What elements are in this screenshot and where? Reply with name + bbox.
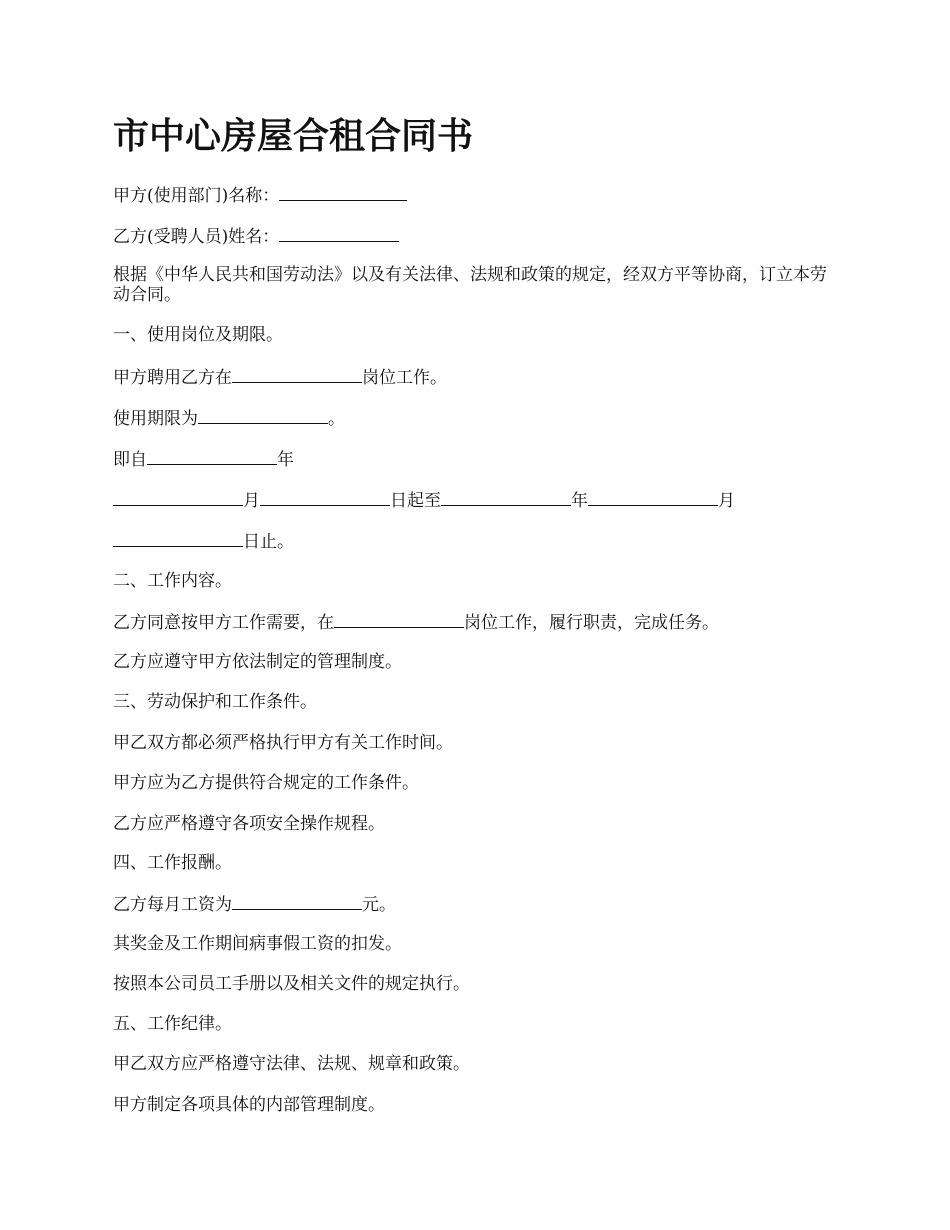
section-1-term-line [113, 407, 345, 429]
salary-blank [232, 893, 362, 910]
section-1-from-line [113, 448, 294, 470]
section-5-heading: 五、工作纪律。 [113, 1014, 232, 1034]
section-5-line-1: 甲乙双方应严格遵守法律、法规、规章和政策。 [113, 1054, 470, 1074]
month-text: 月 [243, 491, 260, 511]
party-a-name-blank [279, 184, 407, 201]
post-blank [232, 366, 362, 383]
section-1-end-line [113, 530, 294, 552]
from-year-text: 年 [277, 450, 294, 470]
section-4-line-2: 其奖金及工作期间病事假工资的扣发。 [113, 934, 402, 954]
document-title: 市中心房屋合租合同书 [113, 115, 474, 157]
salary-after-text: 元。 [362, 895, 396, 915]
section-1-post-line [113, 366, 447, 388]
preamble-paragraph: 根据《中华人民共和国劳动法》以及有关法律、法规和政策的规定，经双方平等协商，订立本劳动合同。 [113, 265, 827, 305]
from-day-blank [260, 489, 390, 506]
section-1-date-range-line [113, 489, 735, 511]
party-b-line [113, 225, 399, 247]
section-2-duty-line [113, 611, 719, 633]
month2-text: 月 [718, 491, 735, 511]
term-blank [198, 407, 328, 424]
party-b-label: 乙方(受聘人员)姓名： [113, 227, 280, 247]
section-3-line-1: 甲乙双方都必须严格执行甲方有关工作时间。 [113, 733, 453, 753]
term-before-text: 使用期限为 [113, 409, 198, 429]
term-after-text: 。 [328, 409, 345, 429]
section-2-heading: 二、工作内容。 [113, 571, 232, 591]
party-b-name-blank [279, 225, 399, 242]
salary-before-text: 乙方每月工资为 [113, 895, 232, 915]
duty-after-text: 岗位工作，履行职责，完成任务。 [464, 613, 719, 633]
section-4-line-3: 按照本公司员工手册以及相关文件的规定执行。 [113, 974, 470, 994]
year2-text: 年 [571, 491, 588, 511]
duty-before-text: 乙方同意按甲方工作需要，在 [113, 613, 334, 633]
section-3-heading: 三、劳动保护和工作条件。 [113, 692, 317, 712]
party-a-line [113, 184, 407, 206]
section-1-heading: 一、使用岗位及期限。 [113, 325, 283, 345]
from-year-blank [147, 448, 277, 465]
section-5-line-2: 甲方制定各项具体的内部管理制度。 [113, 1095, 385, 1115]
day-to-text: 日起至 [390, 491, 441, 511]
post-after-text: 岗位工作。 [362, 368, 447, 388]
section-2-rule-line: 乙方应遵守甲方依法制定的管理制度。 [113, 652, 402, 672]
duty-post-blank [334, 611, 464, 628]
from-before-text: 即自 [113, 450, 147, 470]
from-month-blank [113, 489, 243, 506]
section-3-line-3: 乙方应严格遵守各项安全操作规程。 [113, 814, 385, 834]
party-a-label: 甲方(使用部门)名称： [113, 186, 280, 206]
to-year-blank [441, 489, 571, 506]
section-3-line-2: 甲方应为乙方提供符合规定的工作条件。 [113, 773, 419, 793]
to-day-blank [113, 530, 243, 547]
section-4-salary-line [113, 893, 396, 915]
to-month-blank [588, 489, 718, 506]
day-end-text: 日止。 [243, 532, 294, 552]
section-4-heading: 四、工作报酬。 [113, 853, 232, 873]
post-before-text: 甲方聘用乙方在 [113, 368, 232, 388]
